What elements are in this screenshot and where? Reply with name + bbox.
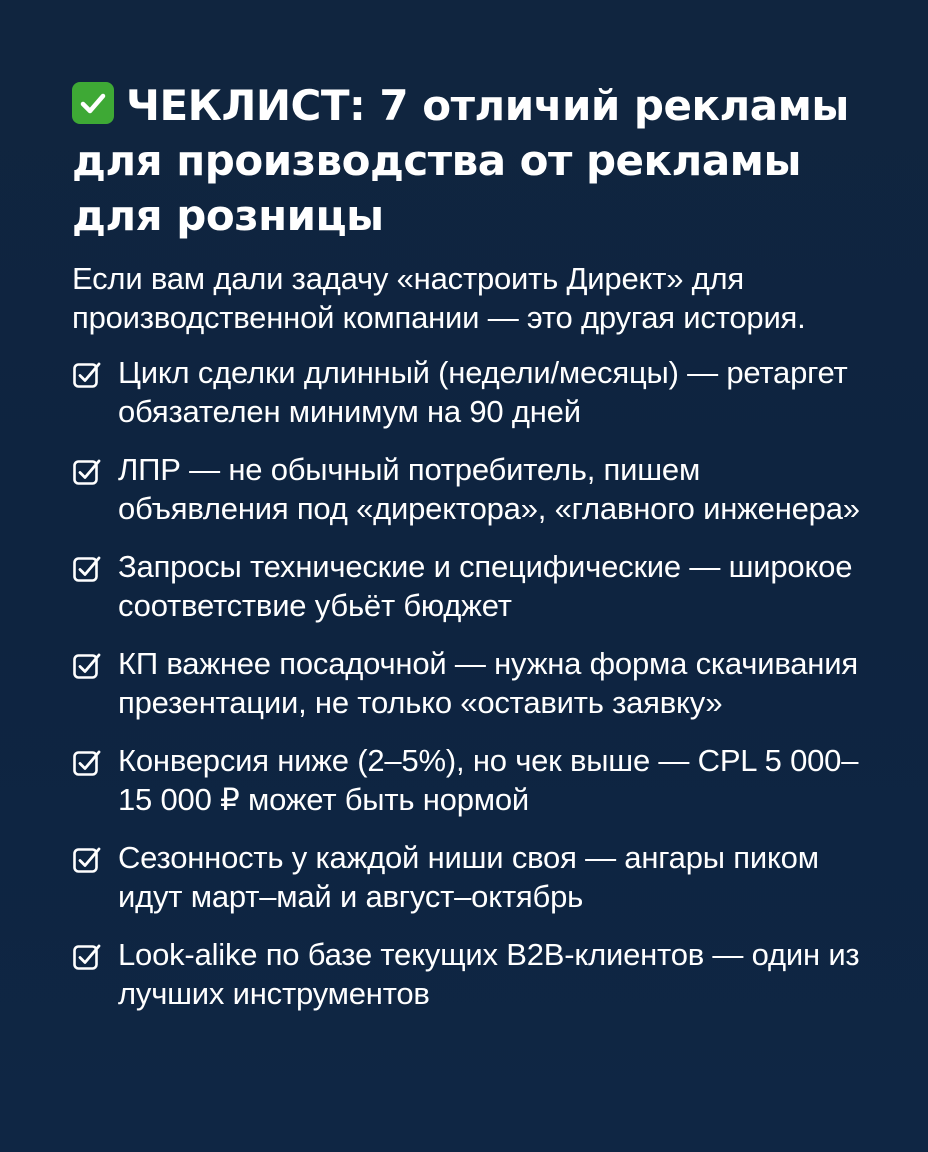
checkbox-checked-icon [72, 748, 102, 778]
checklist [72, 353, 872, 1013]
list-item-text: Запросы технические и специфические — широкое соответствие убьёт бюджет [118, 549, 853, 623]
checkbox-checked-icon [72, 554, 102, 584]
checklist-card [72, 78, 872, 1032]
list-item [72, 935, 872, 1013]
list-item-text: Цикл сделки длинный (недели/месяцы) — ретаргет обязателен минимум на 90 дней [118, 355, 848, 429]
list-item-text: ЛПР — не обычный потребитель, пишем объявления под «директора», «главного инженера» [118, 452, 860, 526]
list-item [72, 353, 872, 431]
check-mark-button-icon [72, 82, 114, 124]
list-item [72, 450, 872, 528]
checkbox-checked-icon [72, 942, 102, 972]
list-item-text: Look-alike по базе текущих B2B-клиентов — один из лучших инструментов [118, 937, 860, 1011]
checkbox-checked-icon [72, 651, 102, 681]
checkbox-checked-icon [72, 360, 102, 390]
list-item [72, 547, 872, 625]
checkbox-checked-icon [72, 457, 102, 487]
list-item [72, 741, 872, 819]
list-item-text: КП важнее посадочной — нужна форма скачивания презентации, не только «оставить заявку» [118, 646, 858, 720]
list-item-text: Конверсия ниже (2–5%), но чек выше — CPL 5 000–15 000 ₽ может быть нормой [118, 743, 859, 817]
list-item [72, 644, 872, 722]
post-title [72, 78, 872, 243]
intro-text: Если вам дали задачу «настроить Директ» для производственной компании — это другая история. [72, 261, 806, 335]
list-item [72, 838, 872, 916]
list-item-text: Сезонность у каждой ниши своя — ангары пиком идут март–май и август–октябрь [118, 840, 819, 914]
post-title-text: ЧЕКЛИСТ: 7 отличий рекламы для производства от рекламы для розницы [72, 81, 849, 240]
checkbox-checked-icon [72, 845, 102, 875]
